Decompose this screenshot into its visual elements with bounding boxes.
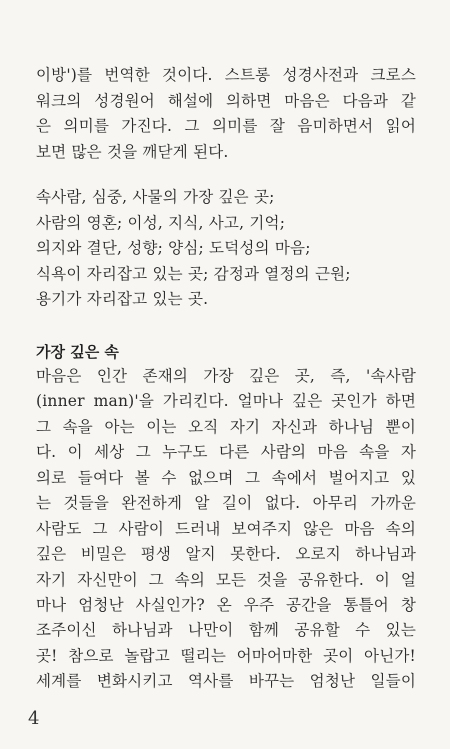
body-line: (inner man)'을 가리킨다. 얼마나 깊은 곳인가 하면: [36, 392, 416, 411]
intro-line: 보면 많은 것을 깨닫게 된다.: [36, 142, 229, 161]
body-line: 곳! 참으로 놀랍고 떨리는 어마어마한 곳이 아닌가!: [36, 646, 416, 665]
definition-line: 사람의 영혼; 이성, 지식, 사고, 기억;: [36, 213, 286, 232]
body-line: 는 것들을 완전하게 알 길이 없다. 아무리 가까운: [36, 494, 416, 513]
body-line: 깊은 비밀은 평생 알지 못한다. 오로지 하나님과: [36, 545, 416, 564]
definition-line: 속사람, 심중, 사물의 가장 깊은 곳;: [36, 188, 275, 206]
body-paragraph: [36, 369, 416, 700]
definition-line: 의지와 결단, 성향; 양심; 도덕성의 마음;: [36, 239, 311, 258]
intro-line: 워크의 성경원어 해설에 의하면 마음은 다음과 같: [36, 91, 416, 110]
intro-line: 은 의미를 가진다. 그 의미를 잘 음미하면서 읽어: [36, 117, 416, 136]
definition-line: 용기가 자리잡고 있는 곳.: [36, 290, 209, 309]
body-line: 그 속을 아는 이는 오직 자기 자신과 하나님 뿐이: [36, 417, 416, 436]
body-line: 사람도 그 사람이 드러내 보여주지 않은 마음 속의: [36, 519, 416, 538]
definition-line: 식욕이 자리잡고 있는 곳; 감정과 열정의 근원;: [36, 264, 351, 283]
body-line: 의로 들여다 볼 수 없으며 그 속에서 벌어지고 있: [36, 468, 416, 487]
intro-paragraph: [36, 68, 416, 170]
section-heading: 가장 깊은 속: [36, 343, 119, 361]
body-line: 마나 엄청난 사실인가? 온 우주 공간을 통틀어 창: [36, 595, 416, 614]
body-line: 조주이신 하나님과 나만이 함께 공유할 수 있는: [36, 621, 416, 640]
definition-list: [36, 190, 416, 318]
page-number: 4: [28, 708, 40, 729]
intro-line: 이방')를 번역한 것이다. 스트롱 성경사전과 크로스: [36, 66, 416, 84]
body-line: 다. 이 세상 그 누구도 다른 사람의 마음 속을 자: [36, 443, 416, 462]
body-line: 마음은 인간 존재의 가장 깊은 곳, 즉, '속사람: [36, 367, 416, 385]
body-line: 자기 자신만이 그 속의 모든 것을 공유한다. 이 얼: [36, 570, 416, 589]
body-line: 세계를 변화시키고 역사를 바꾸는 엄청난 일들이: [36, 672, 416, 691]
